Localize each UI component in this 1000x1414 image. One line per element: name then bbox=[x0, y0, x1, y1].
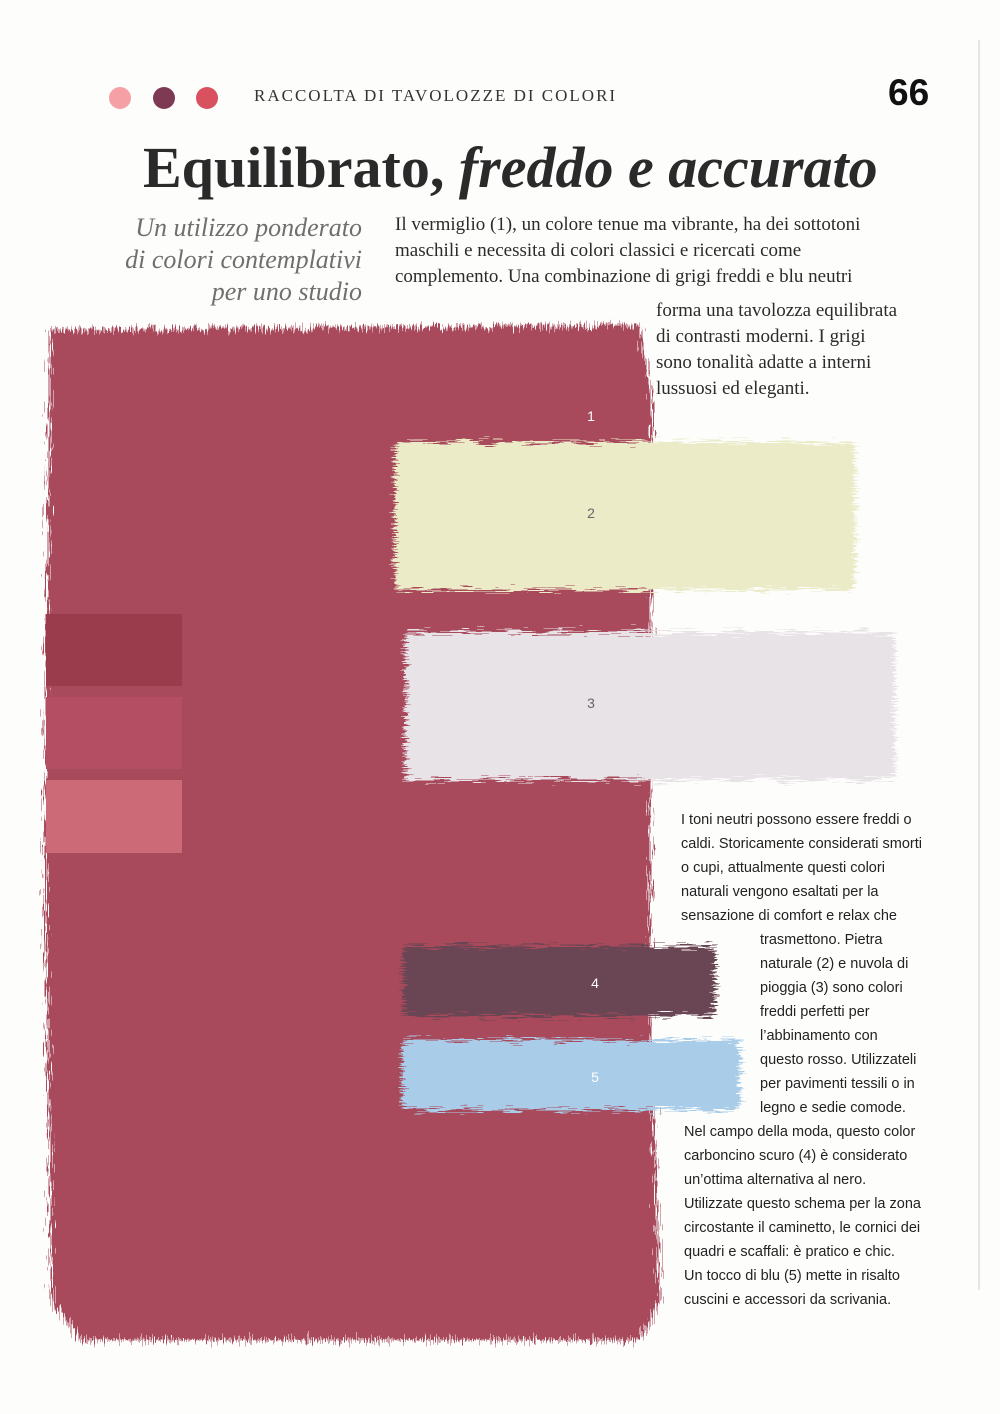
body-line: freddi perfetti per bbox=[760, 1004, 870, 1020]
swatch-number: 4 bbox=[591, 975, 599, 991]
body-line: per pavimenti tessili o in bbox=[760, 1076, 915, 1092]
body-line: I toni neutri possono essere freddi o bbox=[681, 812, 912, 828]
body-line: quadri e scaffali: è pratico e chic. bbox=[684, 1244, 895, 1260]
body-line: o cupi, attualmente questi colori bbox=[681, 860, 885, 876]
swatch-number: 2 bbox=[587, 505, 595, 521]
body-line: un’ottima alternativa al nero. bbox=[684, 1172, 867, 1188]
intro-line: complemento. Una combinazione di grigi freddi e blu neutri bbox=[395, 266, 853, 287]
body-line: sensazione di comfort e relax che bbox=[681, 908, 897, 924]
body-line: legno e sedie comode. bbox=[760, 1100, 906, 1116]
body-line: Utilizzate questo schema per la zona bbox=[684, 1196, 921, 1212]
subtitle-line: di colori contemplativi bbox=[125, 245, 362, 274]
title-regular: Equilibrato, bbox=[143, 135, 459, 200]
body-paragraph-1 bbox=[681, 808, 922, 928]
body-line: Un tocco di blu (5) mette in risalto bbox=[684, 1268, 900, 1284]
body-line: l’abbinamento con bbox=[760, 1028, 878, 1044]
swatch-number: 5 bbox=[591, 1069, 599, 1085]
body-paragraph-2 bbox=[760, 928, 916, 1120]
intro-line: Il vermiglio (1), un colore tenue ma vibrante, ha dei sottotoni bbox=[395, 214, 861, 235]
swatch-number: 3 bbox=[587, 695, 595, 711]
body-line: Nel campo della moda, questo color bbox=[684, 1124, 916, 1140]
body-line: questo rosso. Utilizzateli bbox=[760, 1052, 917, 1068]
tint-chip-dark bbox=[46, 614, 182, 686]
swatch-cloud bbox=[405, 632, 895, 780]
body-line: cuscini e accessori da scrivania. bbox=[684, 1292, 892, 1308]
tint-chip-medium bbox=[46, 697, 182, 769]
body-line: trasmettono. Pietra bbox=[760, 932, 883, 948]
intro-line: forma una tavolozza equilibrata bbox=[656, 300, 898, 321]
body-line: carboncino scuro (4) è considerato bbox=[684, 1148, 908, 1164]
subtitle-line: per uno studio bbox=[211, 277, 362, 306]
body-line: pioggia (3) sono colori bbox=[760, 980, 903, 996]
swatch-charcoal bbox=[403, 946, 715, 1016]
page-number: 66 bbox=[888, 72, 930, 113]
intro-line: lussuosi ed eleganti. bbox=[656, 378, 810, 399]
title-italic: freddo e accurato bbox=[458, 135, 878, 200]
subtitle-line: Un utilizzo ponderato bbox=[135, 213, 362, 242]
intro-line: maschili e necessita di colori classici e ricercati come bbox=[395, 240, 802, 261]
swatch-stone bbox=[395, 442, 855, 590]
swatch-number: 1 bbox=[587, 408, 595, 424]
swatch-blue bbox=[402, 1040, 740, 1110]
header-label: RACCOLTA DI TAVOLOZZE DI COLORI bbox=[254, 86, 618, 105]
intro-line: sono tonalità adatte a interni bbox=[656, 352, 872, 373]
intro-paragraph-right bbox=[656, 298, 897, 402]
body-line: caldi. Storicamente considerati smorti bbox=[681, 836, 922, 852]
tint-chip-light bbox=[46, 780, 182, 853]
intro-line: di contrasti moderni. I grigi bbox=[656, 326, 866, 347]
body-paragraph-3 bbox=[684, 1120, 921, 1312]
body-line: naturale (2) e nuvola di bbox=[760, 956, 909, 972]
body-line: naturali vengono esaltati per la bbox=[681, 884, 879, 900]
body-line: circostante il caminetto, le cornici dei bbox=[684, 1220, 921, 1236]
